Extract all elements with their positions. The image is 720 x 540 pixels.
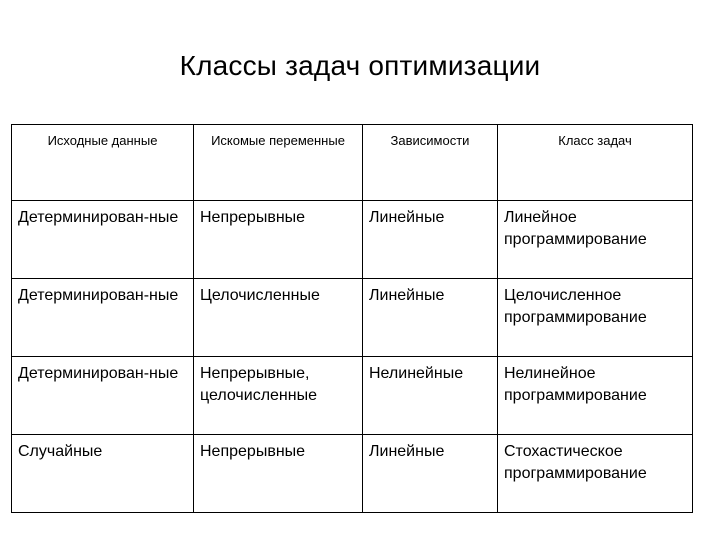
table-cell: Целочисленное программирование (498, 279, 693, 357)
table-row (12, 435, 693, 513)
table-cell: Непрерывные (194, 435, 363, 513)
table-cell: Детерминирован-ные (12, 357, 194, 435)
table-cell: Детерминирован-ные (12, 279, 194, 357)
table-cell: Непрерывные (194, 201, 363, 279)
table-cell: Целочисленные (194, 279, 363, 357)
table-body (12, 201, 693, 513)
table-row (12, 279, 693, 357)
page-title: Классы задач оптимизации (179, 50, 541, 81)
table-cell: Линейные (363, 435, 498, 513)
table-cell: Стохастическое программирование (498, 435, 693, 513)
table-cell: Детерминирован-ные (12, 201, 194, 279)
header-dependencies: Зависимости (363, 125, 498, 201)
header-row (12, 125, 693, 201)
header-sought-variables: Искомые переменные (194, 125, 363, 201)
table-row (12, 357, 693, 435)
table-cell: Линейные (363, 201, 498, 279)
table-cell: Линейное программирование (498, 201, 693, 279)
table-row (12, 201, 693, 279)
table-cell: Случайные (12, 435, 194, 513)
table-cell: Линейные (363, 279, 498, 357)
table-header (12, 125, 693, 201)
header-problem-class: Класс задач (498, 125, 693, 201)
table-cell: Нелинейные (363, 357, 498, 435)
table-cell: Непрерывные, целочисленные (194, 357, 363, 435)
header-source-data: Исходные данные (12, 125, 194, 201)
table-cell: Нелинейное программирование (498, 357, 693, 435)
optimization-classes-table (11, 124, 693, 513)
